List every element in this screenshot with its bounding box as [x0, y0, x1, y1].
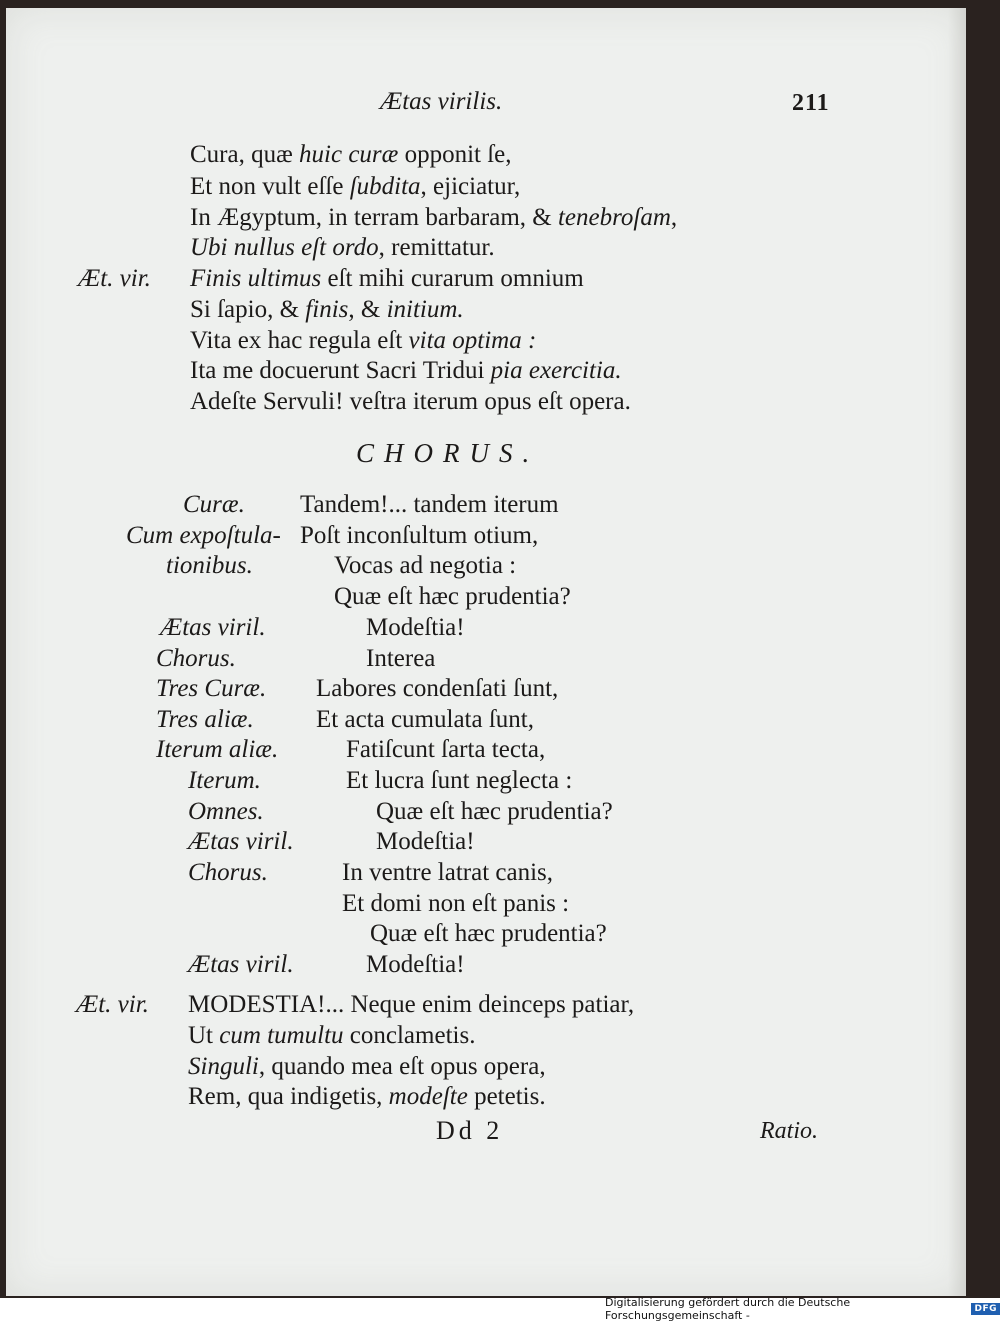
verse-line: Ut cum tumultu conclametis.	[188, 1022, 476, 1049]
signature-mark: Dd 2	[436, 1116, 504, 1145]
page-edge-shadow	[948, 8, 966, 1296]
page-number: 211	[792, 90, 830, 116]
verse-line: Adeſte Servuli! veſtra iterum opus eſt opera.	[190, 388, 631, 415]
verse-line: Fatiſcunt ſarta tecta,	[346, 736, 546, 763]
show-through-text	[746, 148, 946, 398]
chorus-heading: CHORUS.	[356, 438, 540, 468]
dfg-logo-icon: DFG	[971, 1303, 1000, 1315]
verse-line: Et lucra ſunt neglecta :	[346, 767, 573, 794]
speaker-label: Chorus.	[188, 859, 268, 886]
verse-line: Modeſtia!	[366, 951, 465, 978]
verse-line: Interea	[366, 645, 436, 672]
speaker-label: Ætas viril.	[160, 614, 266, 641]
verse-line: Poſt inconſultum otium,	[300, 522, 539, 549]
speaker-label: Chorus.	[156, 645, 236, 672]
verse-line: Rem, qua indigetis, modeſte petetis.	[188, 1083, 546, 1110]
speaker-label: Cum expoſtula-	[126, 522, 281, 549]
speaker-label: Tres aliæ.	[156, 706, 254, 733]
scan-credit-footer	[605, 1296, 1000, 1322]
speaker-label: Æt. vir.	[76, 991, 149, 1018]
verse-line: Et acta cumulata ſunt,	[316, 706, 534, 733]
verse-line: MODESTIA!... Neque enim deinceps patiar,	[188, 991, 635, 1018]
verse-line: In ventre latrat canis,	[342, 859, 554, 886]
verse-line: Si ſapio, & finis, & initium.	[190, 296, 464, 323]
verse-line: Quæ eſt hæc prudentia?	[334, 583, 571, 610]
speaker-label: Curæ.	[183, 491, 245, 518]
verse-line: Labores condenſati ſunt,	[316, 675, 559, 702]
speaker-label: tionibus.	[166, 552, 253, 579]
speaker-label: Tres Curæ.	[156, 675, 267, 702]
verse-line: Vita ex hac regula eſt vita optima :	[190, 327, 537, 354]
verse-line: Cura, quæ huic curæ opponit ſe,	[190, 141, 512, 168]
verse-line: Modeſtia!	[366, 614, 465, 641]
verse-line: Quæ eſt hæc prudentia?	[376, 798, 613, 825]
verse-line: Et domi non eſt panis :	[342, 890, 570, 917]
speaker-label: Omnes.	[188, 798, 264, 825]
verse-line: Ita me docuerunt Sacri Tridui pia exercitia.	[190, 357, 622, 384]
scan-credit-text: Digitalisierung gefördert durch die Deutsche Forschungsgemeinschaft -	[605, 1296, 851, 1322]
verse-line: Ubi nullus eſt ordo, remittatur.	[190, 234, 495, 261]
speaker-label: Ætas viril.	[188, 951, 294, 978]
catchword: Ratio.	[760, 1118, 818, 1144]
speaker-label: Iterum.	[188, 767, 261, 794]
running-title: Ætas virilis.	[380, 88, 503, 115]
verse-line: Finis ultimus eſt mihi curarum omnium	[190, 265, 584, 292]
verse-line: Vocas ad negotia :	[334, 552, 517, 579]
verse-line: Et non vult eſſe ſubdita, ejiciatur,	[190, 173, 521, 200]
speaker-label: Æt. vir.	[78, 265, 151, 292]
speaker-label: Iterum aliæ.	[156, 736, 279, 763]
verse-line: Singuli, quando mea eſt opus opera,	[188, 1053, 546, 1080]
speaker-label: Ætas viril.	[188, 828, 294, 855]
verse-line: Quæ eſt hæc prudentia?	[370, 920, 607, 947]
verse-line: In Ægyptum, in terram barbaram, & tenebroſam,	[190, 204, 678, 231]
verse-line: Modeſtia!	[376, 828, 475, 855]
verse-line: Tandem!... tandem iterum	[300, 491, 559, 518]
